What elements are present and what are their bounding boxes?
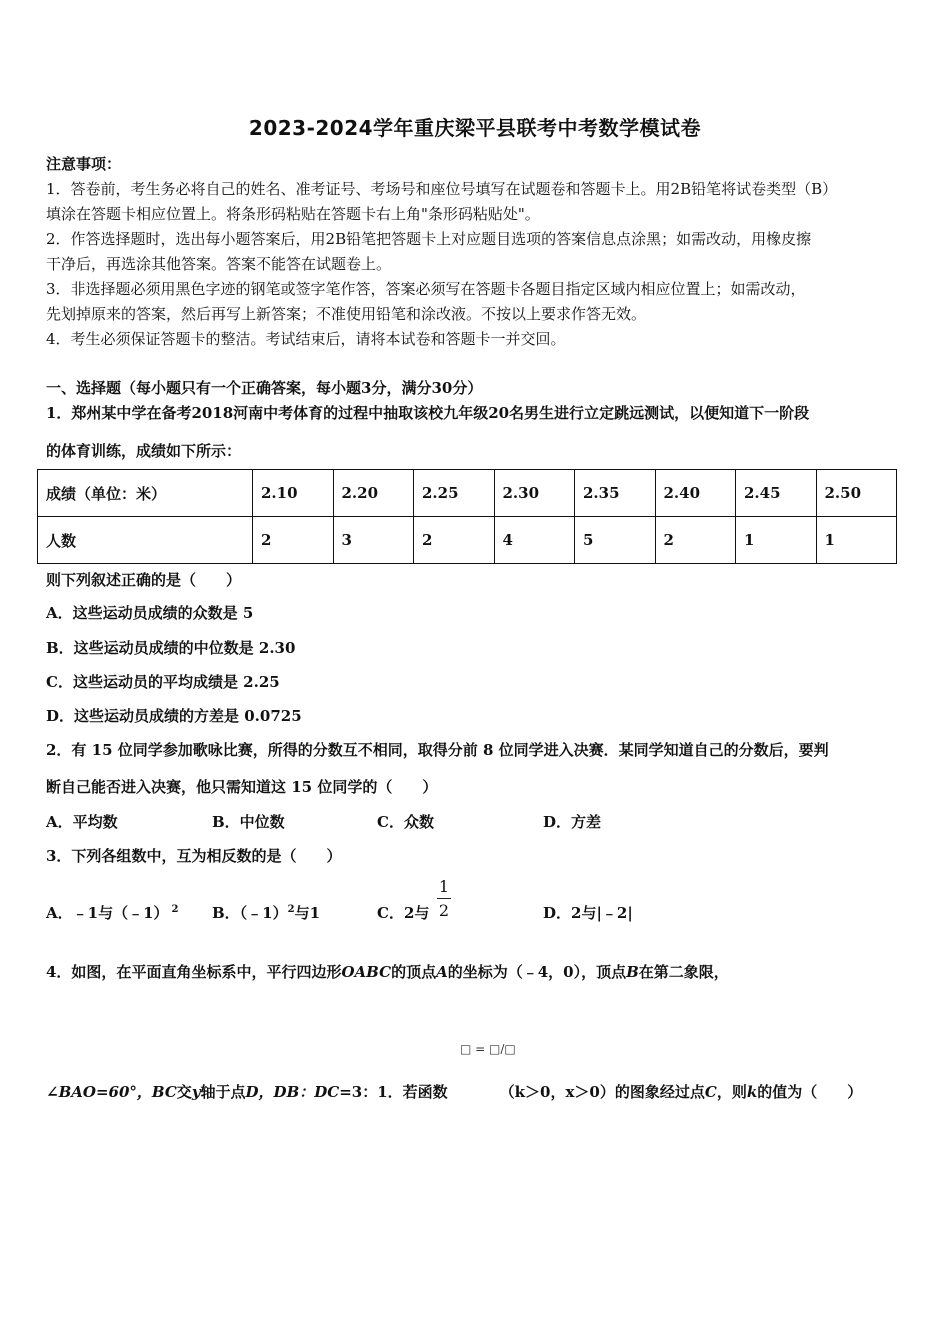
table-row bbox=[38, 470, 897, 517]
q1-option-d: D．这些运动员成绩的方差是 0.0725 bbox=[46, 707, 302, 725]
q3-option-a bbox=[46, 902, 178, 923]
table-row bbox=[38, 517, 897, 564]
q4-math: D，DB：DC bbox=[245, 1083, 340, 1101]
q4-text: 4．如图，在平面直角坐标系中，平行四边形 bbox=[46, 963, 342, 981]
table-cell: 2 bbox=[655, 517, 736, 564]
notice-line: 干净后，再选涂其他答案。答案不能答在试题卷上。 bbox=[46, 255, 392, 273]
table-cell: 2.20 bbox=[333, 470, 414, 517]
scores-table bbox=[37, 469, 897, 564]
q4-math: ∠BAO=60°，BC bbox=[46, 1083, 177, 1101]
table-cell: 4 bbox=[494, 517, 575, 564]
table-cell: 1 bbox=[816, 517, 897, 564]
table-cell: 2.25 bbox=[414, 470, 495, 517]
notice-line: 1．答卷前，考生务必将自己的姓名、准考证号、考场号和座位号填写在试题卷和答题卡上。用2B铅笔将试卷类型（B） bbox=[46, 180, 838, 198]
table-cell: 1 bbox=[736, 517, 817, 564]
q3-stem: 3．下列各组数中，互为相反数的是（ ） bbox=[46, 847, 342, 865]
table-header-cell: 人数 bbox=[38, 517, 253, 564]
q4-text: 轴于点 bbox=[200, 1083, 246, 1101]
q1-option-a: A．这些运动员成绩的众数是 5 bbox=[46, 604, 254, 622]
q4-math: B bbox=[626, 963, 639, 981]
q4-text: ，则 bbox=[716, 1083, 747, 1101]
fraction-numerator: 1 bbox=[438, 877, 450, 896]
table-cell: 2.30 bbox=[494, 470, 575, 517]
q2-option-a: A．平均数 bbox=[46, 813, 118, 831]
page-title: 2023-2024学年重庆梁平县联考中考数学模试卷 bbox=[248, 116, 702, 140]
notice-line: 2．作答选择题时，选出每小题答案后，用2B铅笔把答题卡上对应题目选项的答案信息点涂黑；如需改动，用橡皮擦 bbox=[46, 230, 812, 248]
exponent: 2 bbox=[171, 904, 179, 915]
q4-math: y bbox=[191, 1083, 201, 1101]
q4-text: （k＞0，x＞0）的图象经过点 bbox=[499, 1083, 705, 1101]
q2-option-b: B．中位数 bbox=[212, 813, 285, 831]
table-cell: 2 bbox=[414, 517, 495, 564]
function-formula-image: □ = □/□ bbox=[460, 1042, 516, 1056]
q2-option-d: D．方差 bbox=[543, 813, 602, 831]
q1-question: 则下列叙述正确的是（ ） bbox=[46, 571, 242, 589]
notice-line: 4．考生必须保证答题卡的整洁。考试结束后，请将本试卷和答题卡一并交回。 bbox=[46, 330, 566, 348]
exponent: 2 bbox=[287, 904, 295, 915]
table-cell: 2.35 bbox=[575, 470, 656, 517]
q4-text: 在第二象限， bbox=[638, 963, 729, 981]
table-cell: 2.50 bbox=[816, 470, 897, 517]
table-cell: 2 bbox=[253, 517, 334, 564]
q1-stem: 1．郑州某中学在备考2018河南中考体育的过程中抽取该校九年级20名男生进行立定跳远测试，以便知道下一阶段 bbox=[46, 404, 810, 422]
notice-line: 填涂在答题卡相应位置上。将条形码粘贴在答题卡右上角"条形码粘贴处"。 bbox=[46, 205, 540, 223]
notice-line: 先划掉原来的答案，然后再写上新答案；不准使用铅笔和涂改液。不按以上要求作答无效。 bbox=[46, 305, 647, 323]
q3-option-d: D．2与|﹣2| bbox=[543, 904, 633, 922]
q1-option-c: C．这些运动员的平均成绩是 2.25 bbox=[46, 673, 280, 691]
table-cell: 3 bbox=[333, 517, 414, 564]
q4-math: k bbox=[746, 1083, 758, 1101]
q3-option-a-text: A．﹣1与（﹣1） bbox=[46, 904, 169, 922]
q4-text: 的坐标为（﹣4，0），顶点 bbox=[447, 963, 627, 981]
table-header-cell: 成绩（单位：米） bbox=[38, 470, 253, 517]
q2-stem: 2．有 15 位同学参加歌咏比赛，所得的分数互不相同，取得分前 8 位同学进入决赛．某同学知道自己的分数后，要判 bbox=[46, 741, 829, 759]
q4-text: 的顶点 bbox=[391, 963, 437, 981]
fraction-bar bbox=[437, 898, 451, 899]
q4-math: OABC bbox=[341, 963, 392, 981]
table-cell: 5 bbox=[575, 517, 656, 564]
notice-heading: 注意事项： bbox=[46, 155, 122, 173]
q3-option-b bbox=[212, 902, 320, 923]
q3-option-b-text: B．（﹣1） bbox=[212, 904, 288, 922]
q1-stem-cont: 的体育训练，成绩如下所示： bbox=[46, 442, 242, 460]
q4-text: 的值为（ ） bbox=[757, 1083, 863, 1101]
notice-line: 3．非选择题必须用黑色字迹的钢笔或签字笔作答，答案必须写在答题卡各题目指定区域内相应位置上；如需改动， bbox=[46, 280, 806, 298]
q4-stem-cont bbox=[46, 1081, 862, 1102]
table-cell: 2.40 bbox=[655, 470, 736, 517]
q4-math: C bbox=[704, 1083, 717, 1101]
q4-stem bbox=[46, 961, 729, 982]
table-cell: 2.10 bbox=[253, 470, 334, 517]
q1-option-b: B．这些运动员成绩的中位数是 2.30 bbox=[46, 639, 296, 657]
section-heading: 一、选择题（每小题只有一个正确答案，每小题3分，满分30分） bbox=[46, 379, 483, 397]
fraction-denominator: 2 bbox=[438, 901, 450, 920]
q2-stem-cont: 断自己能否进入决赛，他只需知道这 15 位同学的（ ） bbox=[46, 778, 438, 796]
fraction-one-half bbox=[437, 877, 451, 920]
q4-text: 交 bbox=[176, 1083, 192, 1101]
q4-text: =3：1．若函数 bbox=[339, 1083, 448, 1101]
q4-math: A bbox=[436, 963, 448, 981]
table-cell: 2.45 bbox=[736, 470, 817, 517]
q3-option-c: C．2与 bbox=[377, 904, 430, 922]
q3-option-b-tail: 与1 bbox=[294, 904, 321, 922]
q2-option-c: C．众数 bbox=[377, 813, 434, 831]
